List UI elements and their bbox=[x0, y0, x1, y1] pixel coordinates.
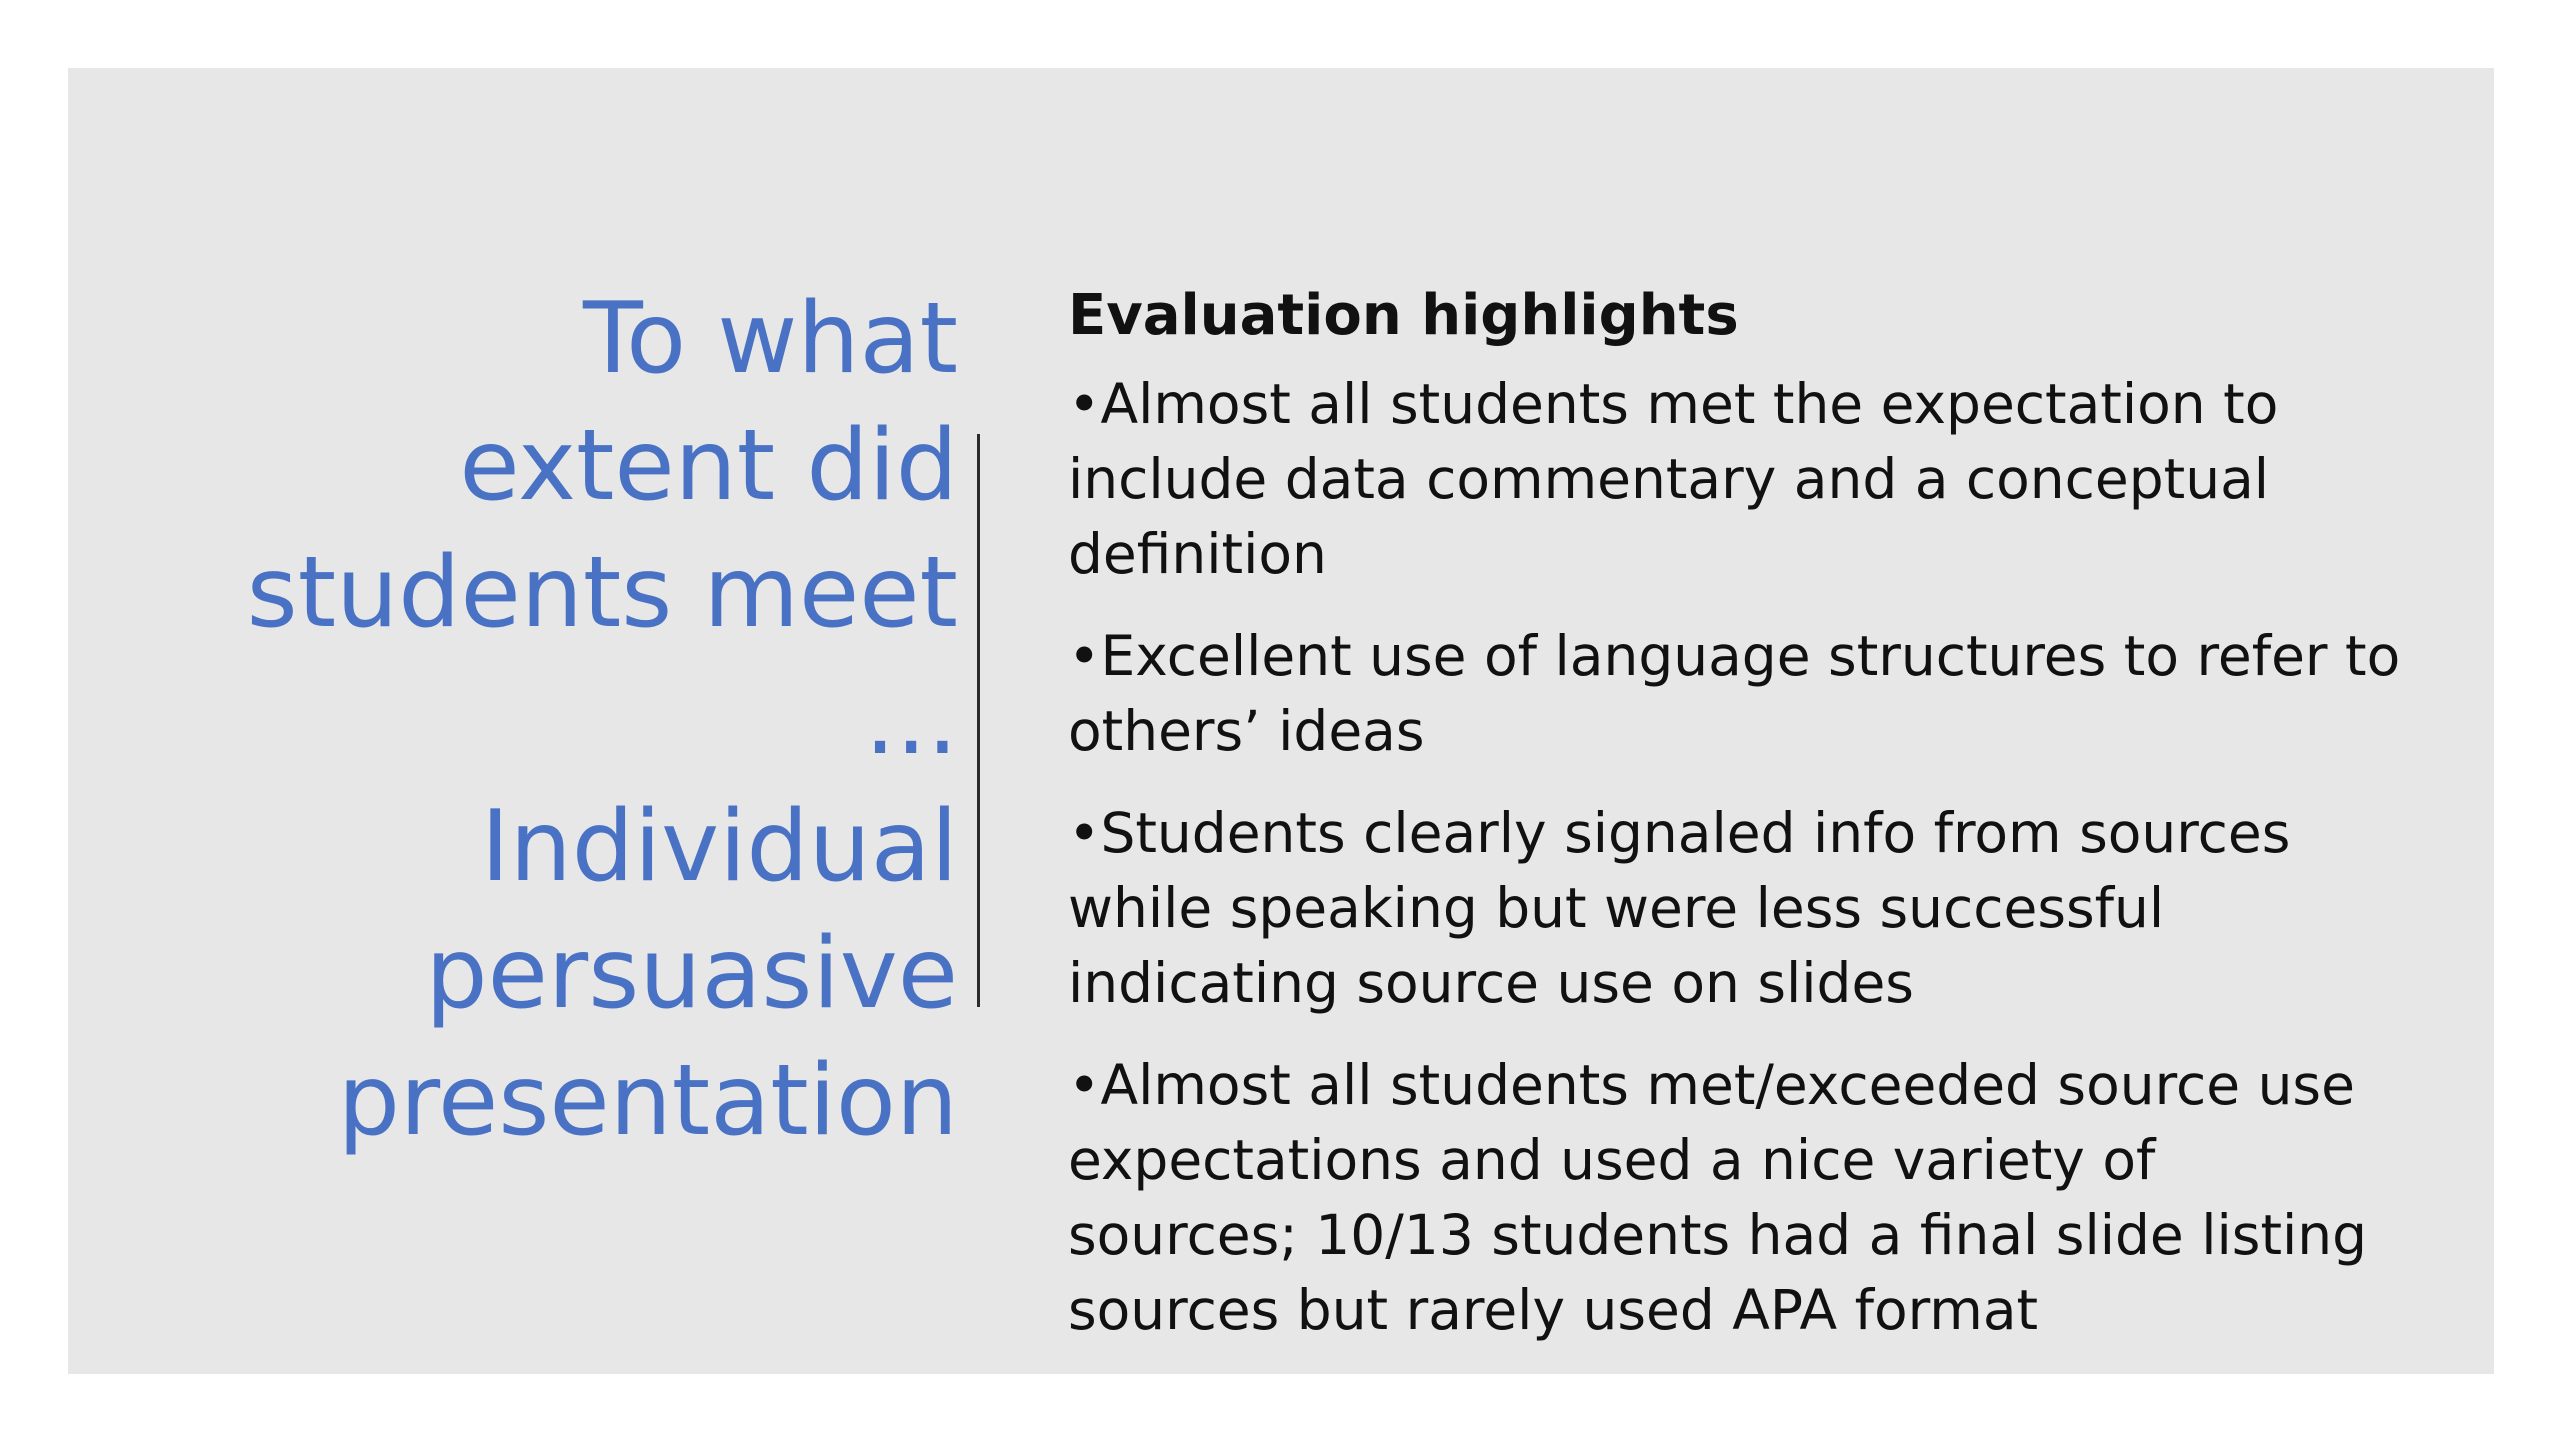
bullet-item bbox=[1068, 367, 2468, 592]
content-area bbox=[1068, 273, 2468, 1375]
bullet-line: indicating source use on slides bbox=[1068, 951, 1914, 1015]
title-line: extent did bbox=[459, 409, 958, 523]
bullet-line: others’ ideas bbox=[1068, 699, 1425, 763]
title-line: students meet bbox=[246, 536, 958, 650]
title-line: Individual bbox=[480, 790, 958, 904]
bullet-line: sources but rarely used APA format bbox=[1068, 1278, 2039, 1342]
bullet-item bbox=[1068, 1048, 2468, 1348]
slide bbox=[68, 68, 2494, 1374]
bullet-line: •Students clearly signaled info from sources bbox=[1068, 801, 2291, 865]
title-line: presentation bbox=[337, 1044, 958, 1158]
vertical-divider bbox=[977, 434, 980, 1007]
bullet-line: include data commentary and a conceptual bbox=[1068, 447, 2270, 511]
slide-title bbox=[188, 276, 958, 1165]
section-heading: Evaluation highlights bbox=[1068, 283, 1739, 348]
bullet-line: definition bbox=[1068, 522, 1327, 586]
bullet-item bbox=[1068, 619, 2468, 769]
bullet-line: expectations and used a nice variety of bbox=[1068, 1128, 2156, 1192]
bullet-line: •Excellent use of language structures to refer to bbox=[1068, 624, 2401, 688]
title-line: ... bbox=[864, 663, 958, 777]
bullet-line: •Almost all students met the expectation to bbox=[1068, 372, 2279, 436]
bullet-line: sources; 10/13 students had a final slide listing bbox=[1068, 1203, 2368, 1267]
title-line: To what bbox=[582, 282, 958, 396]
bullet-item bbox=[1068, 796, 2468, 1021]
bullet-line: while speaking but were less successful bbox=[1068, 876, 2165, 940]
bullet-line: •Almost all students met/exceeded source use bbox=[1068, 1053, 2355, 1117]
title-line: persuasive bbox=[425, 917, 958, 1031]
